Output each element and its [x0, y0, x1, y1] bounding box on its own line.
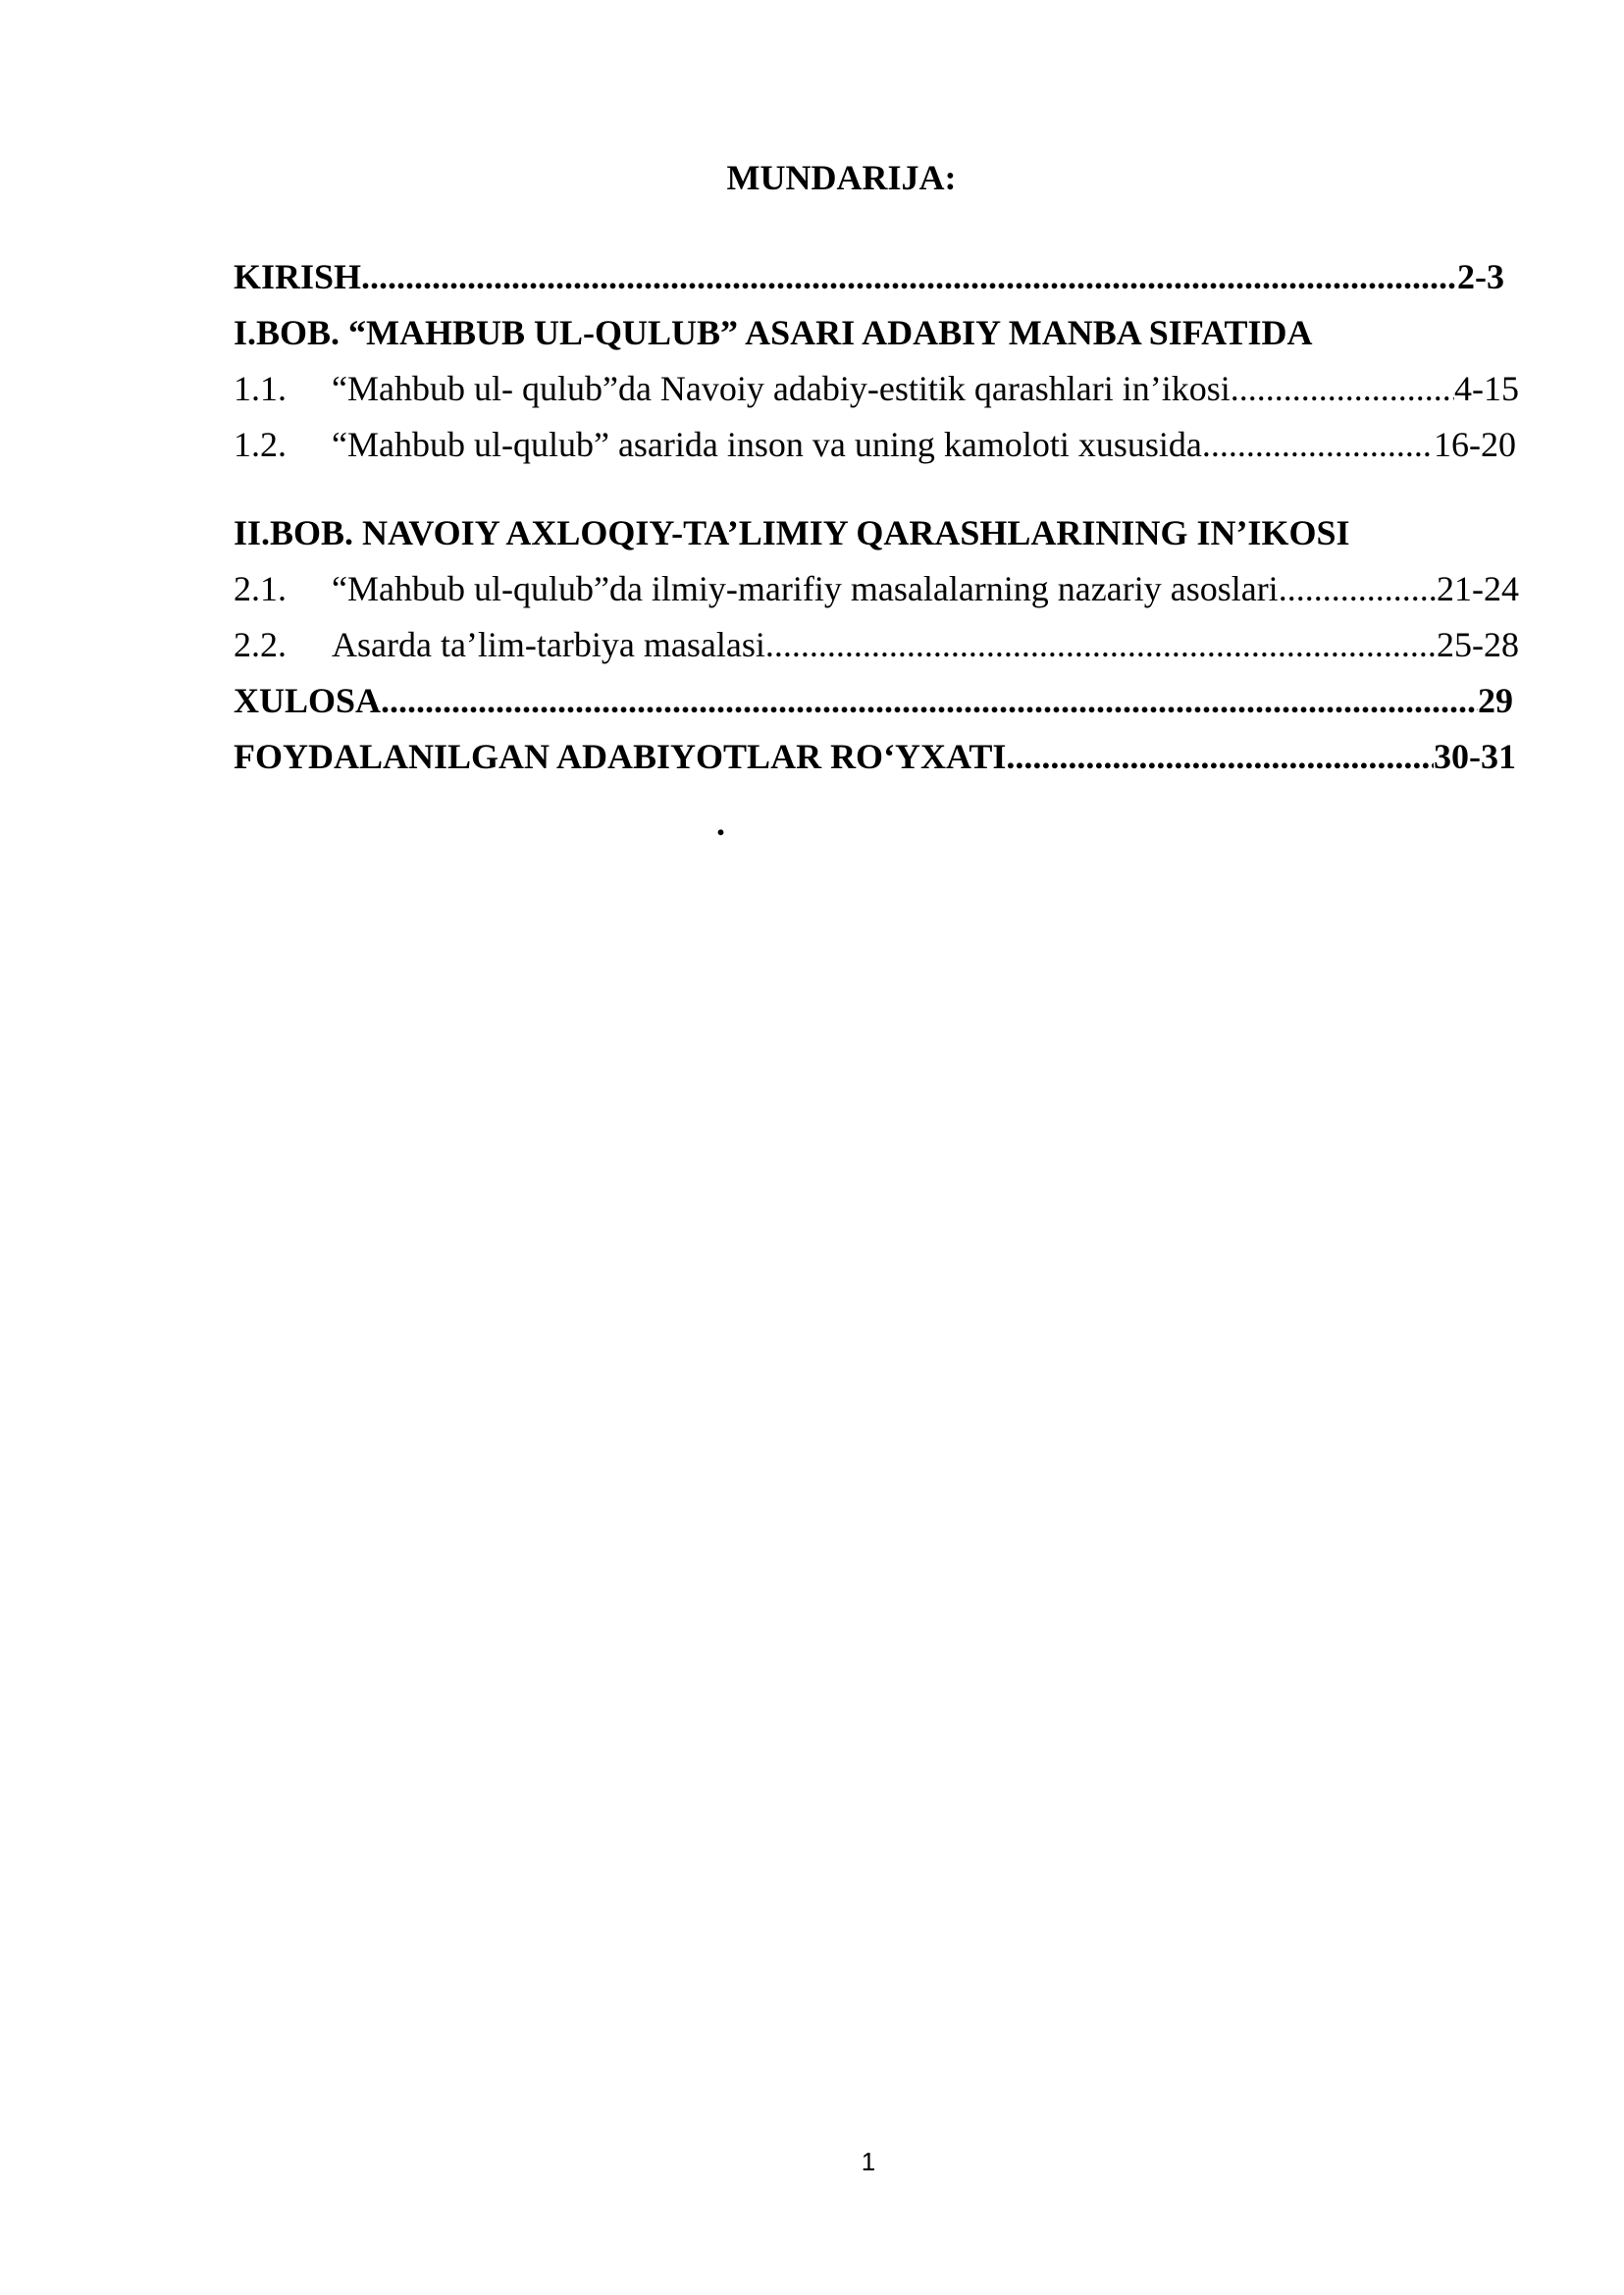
toc-entry-page: 30-31 [1434, 737, 1516, 776]
toc-entry-text: XULOSA [234, 681, 382, 720]
stray-dot: . [716, 804, 725, 843]
page-number: 1 [861, 2147, 876, 2176]
toc-entry-adabiyotlar[interactable] [234, 733, 1519, 789]
toc-entry-text: “Mahbub ul-qulub” asarida inson va uning kamoloti xususida [332, 425, 1202, 464]
page-title: MUNDARIJA: [726, 158, 957, 197]
toc-entry-number: 1.2. [234, 425, 287, 464]
toc-entry-2-1[interactable] [234, 565, 1519, 621]
dot-leader [361, 256, 1457, 297]
toc-entry-text: KIRISH [234, 257, 362, 296]
toc-chapter-1[interactable] [234, 309, 1519, 365]
toc-entry-page: 21-24 [1437, 569, 1519, 608]
toc-chapter-title: I.BOB. “MAHBUB UL-QULUB” ASARI ADABIY MANBA SIFATIDA [234, 313, 1313, 352]
toc-chapter-title: II.BOB. NAVOIY AXLOQIY-TA’LIMIY QARASHLARINING IN’IKOSI [234, 513, 1350, 552]
toc-entry-xulosa[interactable] [234, 677, 1519, 733]
toc-entry-kirish[interactable] [234, 253, 1519, 309]
dot-leader [1231, 368, 1454, 409]
toc-entry-text: FOYDALANILGAN ADABIYOTLAR RO‘YXATI [234, 737, 1007, 776]
toc-entry-page: 4-15 [1454, 369, 1519, 408]
toc-entry-2-2[interactable] [234, 621, 1519, 677]
toc-entry-text: Asarda ta’lim-tarbiya masalasi [332, 625, 765, 664]
toc-entry-text: “Mahbub ul- qulub”da Navoiy adabiy-estitik qarashlari in’ikosi [332, 369, 1231, 408]
dot-leader [1006, 736, 1434, 777]
toc-entry-page: 25-28 [1437, 625, 1519, 664]
toc-chapter-2[interactable] [234, 509, 1519, 565]
toc-entry-number: 2.2. [234, 625, 287, 664]
toc-entry-number: 2.1. [234, 569, 287, 608]
toc-entry-page: 29 [1478, 681, 1513, 720]
toc-entry-text: “Mahbub ul-qulub”da ilmiy-marifiy masalalarning nazariy asoslari [332, 569, 1279, 608]
toc-entry-number: 1.1. [234, 369, 287, 408]
dot-leader [765, 624, 1437, 665]
dot-leader [381, 680, 1478, 721]
toc-entry-1-2[interactable] [234, 421, 1519, 477]
dot-leader [1202, 424, 1434, 465]
table-of-contents [234, 253, 1519, 789]
toc-entry-page: 2-3 [1457, 257, 1504, 296]
toc-entry-1-1[interactable] [234, 365, 1519, 421]
toc-entry-page: 16-20 [1434, 425, 1516, 464]
dot-leader [1279, 568, 1437, 609]
